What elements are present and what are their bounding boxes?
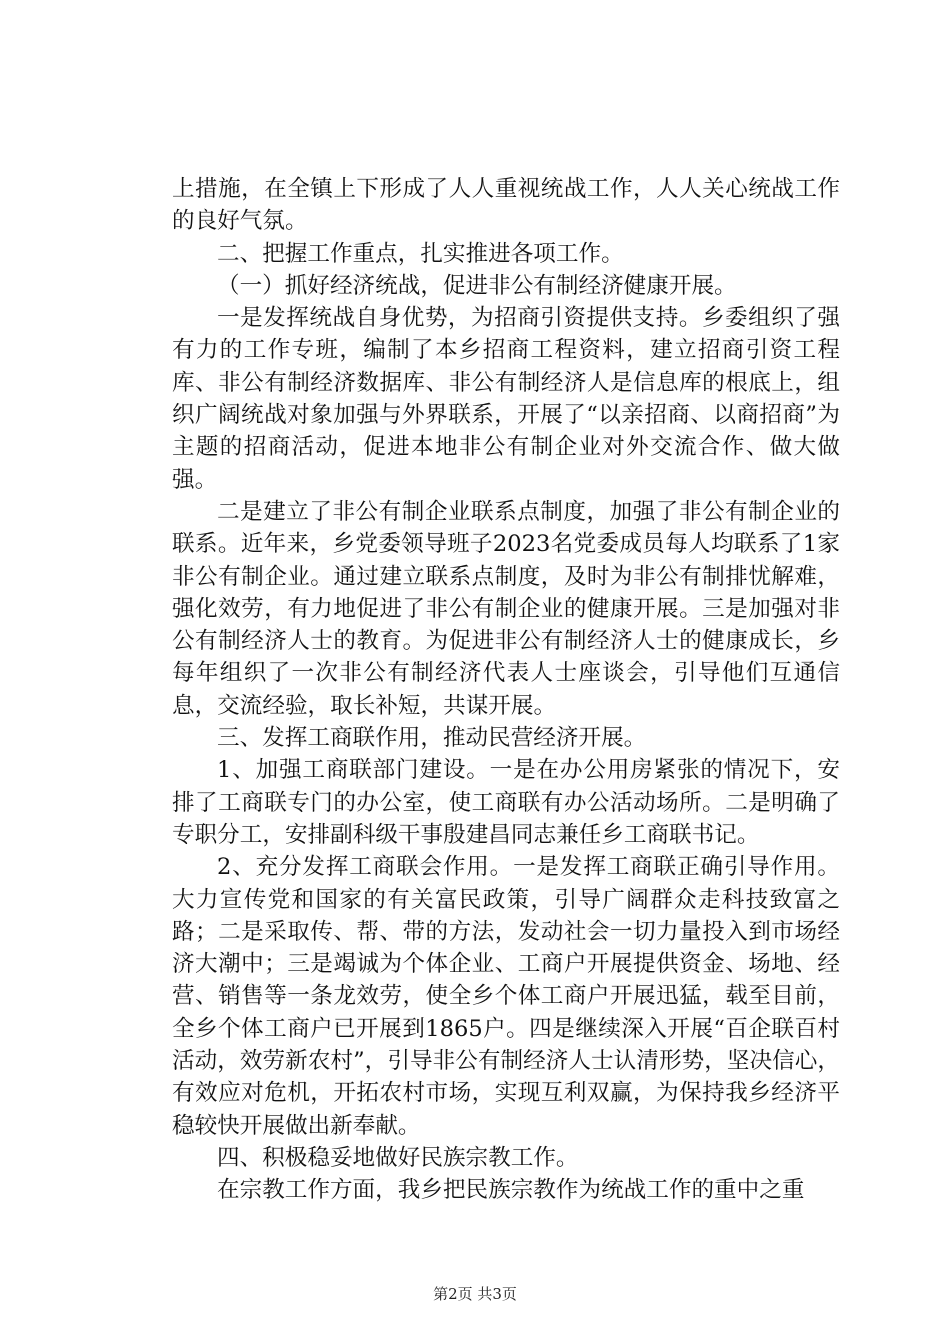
subsection-heading-1: （一）抓好经济统战，促进非公有制经济健康开展。 [217, 272, 737, 299]
page-number-footer: 第2页 共3页 [433, 1285, 517, 1303]
paragraph-federation-building: 1、加强工商联部门建设。一是在办公用房紧张的情况下，安排了工商联专门的办公室，使工商联有办公活动场所。二是明确了专职分工，安排副科级干事殷建昌同志兼任乡工商联书记。 [172, 757, 840, 848]
paragraph-continuation: 上措施，在全镇上下形成了人人重视统战工作，人人关心统战工作的良好气氛。 [172, 176, 840, 235]
paragraph-contact-system: 二是建立了非公有制企业联系点制度，加强了非公有制企业的联系。近年来，乡党委领导班子2023名党委成员每人均联系了1家非公有制企业。通过建立联系点制度，及时为非公有制排忧解难，强化效劳，有力地促进了非公有制企业的健康开展。三是加强对非公有制经济人士的教育。为促进非公有制经济人士的健康成长，乡每年组织了一次非公有制经济代表人士座谈会，引导他们互通信息，交流经验，取长补短，共谋开展。 [172, 498, 840, 719]
paragraph-federation-role: 2、充分发挥工商联会作用。一是发挥工商联正确引导作用。大力宣传党和国家的有关富民政策，引导广阔群众走科技致富之路；二是采取传、帮、带的方法，发动社会一切力量投入到市场经济大潮中；三是竭诚为个体企业、工商户开展提供资金、场地、经营、销售等一条龙效劳，使全乡个体工商户开展迅猛，载至目前，全乡个体工商户已开展到1865户。四是继续深入开展“百企联百村活动，效劳新农村”，引导非公有制经济人士认清形势，坚决信心，有效应对危机，开拓农村市场，实现互利双赢，为保持我乡经济平稳较快开展做出新奉献。 [172, 854, 840, 1139]
paragraph-investment-support: 一是发挥统战自身优势，为招商引资提供支持。乡委组织了强有力的工作专班，编制了本乡招商工程资料，建立招商引资工程库、非公有制经济数据库、非公有制经济人是信息库的根底上，组织广阔统战对象加强与外界联系，开展了“以亲招商、以商招商”为主题的招商活动，促进本地非公有制企业对外交流合作、做大做强。 [172, 305, 840, 493]
section-heading-2: 二、把握工作重点，扎实推进各项工作。 [217, 240, 624, 267]
paragraph-religion-work: 在宗教工作方面，我乡把民族宗教作为统战工作的重中之重 [217, 1177, 805, 1204]
document-body [172, 173, 840, 1207]
section-heading-4: 四、积极稳妥地做好民族宗教工作。 [217, 1144, 579, 1171]
section-heading-3: 三、发挥工商联作用，推动民营经济开展。 [217, 725, 647, 752]
